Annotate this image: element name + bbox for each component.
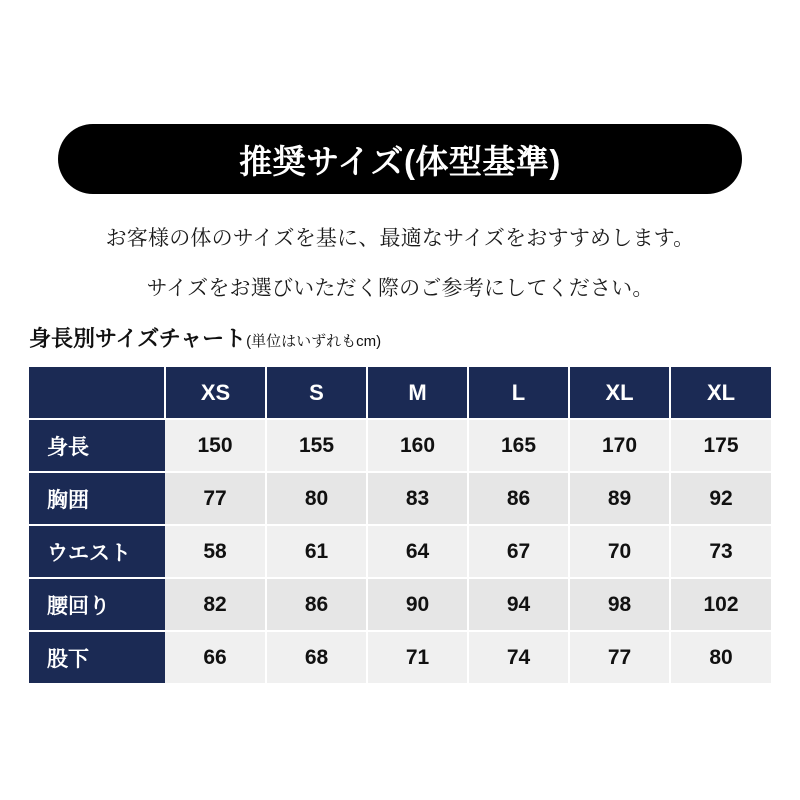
table-header bbox=[29, 367, 771, 419]
row-label-waist: ウエスト bbox=[29, 525, 165, 578]
column-header-xs: XS bbox=[165, 367, 266, 419]
cell-waist-xl-1: 70 bbox=[569, 525, 670, 578]
cell-height-xs: 150 bbox=[165, 419, 266, 472]
column-header-m: M bbox=[367, 367, 468, 419]
cell-inseam-xl-2: 80 bbox=[670, 631, 771, 683]
cell-height-xl-1: 170 bbox=[569, 419, 670, 472]
title-banner bbox=[58, 124, 742, 194]
cell-hip-xs: 82 bbox=[165, 578, 266, 631]
chart-heading bbox=[29, 322, 381, 353]
cell-waist-s: 61 bbox=[266, 525, 367, 578]
row-label-hip: 腰回り bbox=[29, 578, 165, 631]
column-header-xl-2: XL bbox=[670, 367, 771, 419]
row-label-height: 身長 bbox=[29, 419, 165, 472]
column-header-xl-1: XL bbox=[569, 367, 670, 419]
cell-height-s: 155 bbox=[266, 419, 367, 472]
cell-inseam-xs: 66 bbox=[165, 631, 266, 683]
cell-chest-m: 83 bbox=[367, 472, 468, 525]
row-label-inseam: 股下 bbox=[29, 631, 165, 683]
size-chart-table bbox=[29, 367, 771, 683]
cell-height-m: 160 bbox=[367, 419, 468, 472]
cell-inseam-xl-1: 77 bbox=[569, 631, 670, 683]
cell-waist-xs: 58 bbox=[165, 525, 266, 578]
table-row bbox=[29, 578, 771, 631]
cell-hip-l: 94 bbox=[468, 578, 569, 631]
cell-chest-xs: 77 bbox=[165, 472, 266, 525]
table-header-row bbox=[29, 367, 771, 419]
cell-chest-xl-2: 92 bbox=[670, 472, 771, 525]
table-corner-cell bbox=[29, 367, 165, 419]
cell-hip-s: 86 bbox=[266, 578, 367, 631]
table-row bbox=[29, 419, 771, 472]
cell-chest-s: 80 bbox=[266, 472, 367, 525]
column-header-l: L bbox=[468, 367, 569, 419]
chart-heading-main: 身長別サイズチャート bbox=[29, 326, 247, 351]
cell-inseam-l: 74 bbox=[468, 631, 569, 683]
cell-height-l: 165 bbox=[468, 419, 569, 472]
chart-heading-unit-note: (単位はいずれもcm) bbox=[246, 333, 382, 350]
lead-text-line-2: サイズをお選びいただく際のご参考にしてください。 bbox=[146, 277, 654, 300]
cell-hip-m: 90 bbox=[367, 578, 468, 631]
column-header-s: S bbox=[266, 367, 367, 419]
table-body bbox=[29, 419, 771, 683]
table-row bbox=[29, 631, 771, 683]
page-title: 推奨サイズ(体型基準) bbox=[239, 142, 561, 180]
lead-text-line-1: お客様の体のサイズを基に、最適なサイズをおすすめします。 bbox=[105, 227, 695, 250]
cell-chest-l: 86 bbox=[468, 472, 569, 525]
table-row bbox=[29, 525, 771, 578]
cell-chest-xl-1: 89 bbox=[569, 472, 670, 525]
cell-waist-l: 67 bbox=[468, 525, 569, 578]
cell-inseam-m: 71 bbox=[367, 631, 468, 683]
row-label-chest: 胸囲 bbox=[29, 472, 165, 525]
cell-inseam-s: 68 bbox=[266, 631, 367, 683]
cell-height-xl-2: 175 bbox=[670, 419, 771, 472]
cell-hip-xl-2: 102 bbox=[670, 578, 771, 631]
cell-waist-m: 64 bbox=[367, 525, 468, 578]
table-row bbox=[29, 472, 771, 525]
cell-hip-xl-1: 98 bbox=[569, 578, 670, 631]
cell-waist-xl-2: 73 bbox=[670, 525, 771, 578]
